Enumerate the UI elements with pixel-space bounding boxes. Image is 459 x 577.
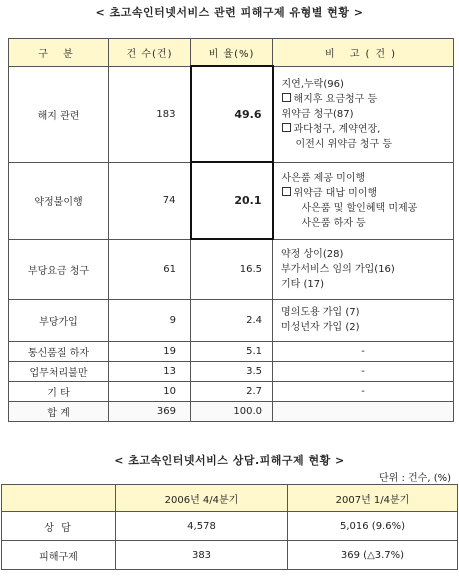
damage-type-table: [8, 38, 454, 422]
note-line: 이전시 위약금 청구 등: [295, 138, 392, 150]
checkbox-icon: [282, 123, 291, 132]
header-count: 건 수(건): [109, 39, 191, 67]
row-count: 13: [109, 361, 191, 381]
note-line: [282, 92, 454, 107]
note-line: 부가서비스 임의 가입(16): [281, 263, 395, 275]
consult-header-q2: 2007년 1/4분기: [288, 485, 458, 512]
note-line: 사은품 하자 등: [301, 217, 366, 229]
row-ratio: 5.1: [191, 341, 273, 361]
table-row: [9, 239, 454, 299]
row-ratio: 2.7: [191, 381, 273, 401]
row-note: [273, 162, 454, 239]
row-note: -: [273, 381, 454, 401]
header-category: 구 분: [9, 39, 109, 67]
table-row: [9, 299, 454, 341]
table-row: [9, 361, 454, 381]
row-count: 61: [109, 239, 191, 299]
note-line: 사은품 제공 미이행: [281, 172, 366, 184]
total-ratio: 100.0: [191, 401, 273, 421]
row-count: 74: [109, 162, 191, 239]
note-line: 지연,누락(96): [281, 78, 344, 90]
row-category: 기 타: [9, 381, 109, 401]
main-table-title: < 초고속인터넷서비스 관련 피해구제 유형별 현황 >: [95, 6, 364, 19]
table-row: [9, 66, 454, 162]
header-note: 비 고(건): [273, 39, 454, 67]
note-line: [282, 186, 454, 201]
consult-label: 피해구제: [2, 541, 116, 570]
consult-label: 상 담: [2, 512, 116, 541]
unit-label: 단위 : 건수, (%): [378, 473, 451, 484]
row-ratio: 20.1: [191, 162, 273, 239]
row-count: 9: [109, 299, 191, 341]
row-category: 부당가입: [9, 299, 109, 341]
row-note: -: [273, 361, 454, 381]
row-ratio: 49.6: [191, 66, 273, 162]
row-category: 해지 관련: [9, 66, 109, 162]
consult-row: [2, 512, 458, 541]
total-label: 합 계: [9, 401, 109, 421]
note-line: 미성년자 가입 (2): [281, 322, 360, 333]
row-category: 약정불이행: [9, 162, 109, 239]
table-row: [9, 341, 454, 361]
row-note: [273, 299, 454, 341]
row-ratio: 3.5: [191, 361, 273, 381]
consult-table-title: < 초고속인터넷서비스 상담.피해구제 현황 >: [114, 454, 345, 467]
row-count: 19: [109, 341, 191, 361]
checkbox-icon: [282, 187, 291, 196]
table-row: [9, 381, 454, 401]
note-line: [282, 122, 454, 137]
row-count: 183: [109, 66, 191, 162]
note-line: 기타 (17): [281, 278, 325, 290]
row-note: [273, 239, 454, 299]
table-header-row: [9, 39, 454, 67]
row-category: 부당요금 청구: [9, 239, 109, 299]
row-count: 10: [109, 381, 191, 401]
note-text: 해지후 요금청구 등: [293, 93, 378, 105]
checkbox-icon: [282, 93, 291, 102]
note-line: 명의도용 가입 (7): [281, 307, 360, 318]
row-category: 통신품질 하자: [9, 341, 109, 361]
total-row: [9, 401, 454, 421]
row-note: -: [273, 341, 454, 361]
note-line: 사은품 및 할인혜택 미제공: [301, 202, 418, 214]
note-text: 위약금 대납 미이행: [293, 187, 378, 199]
table-row: [9, 162, 454, 239]
total-note: [273, 401, 454, 421]
note-line: 약정 상이(28): [281, 248, 344, 260]
consult-table: [1, 484, 458, 570]
consult-header-q1: 2006년 4/4분기: [116, 485, 288, 512]
note-text: 과다청구, 계약연장,: [293, 123, 381, 135]
consult-q1-value: 383: [116, 541, 288, 570]
consult-header-row: [2, 485, 458, 512]
consult-q2-value: 5,016 (9.6%): [288, 512, 458, 541]
consult-q1-value: 4,578: [116, 512, 288, 541]
consult-row: [2, 541, 458, 570]
row-category: 업무처리불만: [9, 361, 109, 381]
consult-header-blank: [2, 485, 116, 512]
total-count: 369: [109, 401, 191, 421]
row-note: [273, 66, 454, 162]
note-line: 위약금 청구(87): [281, 108, 354, 120]
header-ratio: 비 율(%): [191, 39, 273, 67]
consult-q2-value: 369 (△3.7%): [288, 541, 458, 570]
row-ratio: 16.5: [191, 239, 273, 299]
row-ratio: 2.4: [191, 299, 273, 341]
